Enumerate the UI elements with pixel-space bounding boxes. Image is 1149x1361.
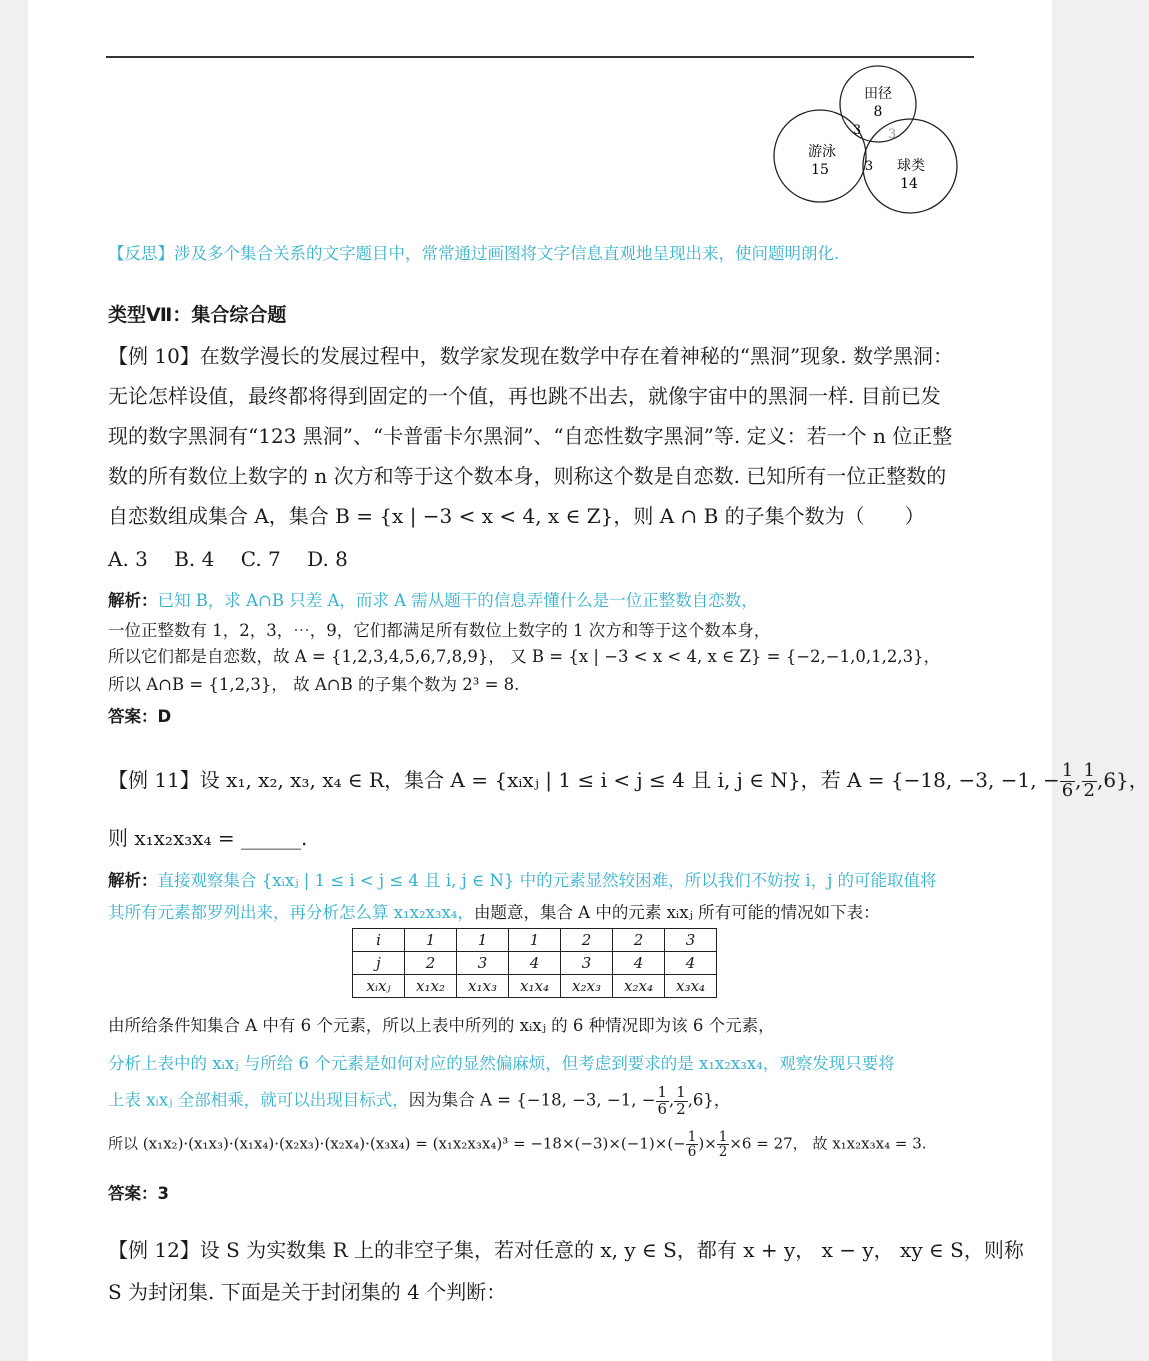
table-cell: 2 — [405, 952, 457, 975]
table-cell: 3 — [457, 952, 509, 975]
venn-label-track: 田径 — [864, 86, 892, 102]
ex11-answer: 答案：3 — [108, 1184, 169, 1203]
table-row — [353, 975, 717, 998]
ex10-line-3: 现的数字黑洞有“123 黑洞”、“卡普雷卡尔黑洞”、“自恋性数字黑洞”等. 定义：若一个 n 位正整 — [108, 424, 953, 448]
ex11-analysis-label: 解析： — [108, 871, 158, 890]
ex10-analysis-line-2: 所以它们都是自恋数，故 A = {1,2,3,4,5,6,7,8,9}， 又 B = {x | −3 < x < 4, x ∈ Z} = {−2,−1,0,1,2,3}， — [108, 647, 941, 666]
ex12-line-1: 【例 12】设 S 为实数集 R 上的非空子集，若对任意的 x, y ∈ S，都有 x + y， x − y， xy ∈ S，则称 — [108, 1238, 1024, 1262]
table-cell: x₃x₄ — [665, 975, 717, 998]
table-cell: 2 — [561, 929, 613, 952]
ex10-answer: 答案：D — [108, 707, 172, 726]
venn-count-swim: 15 — [811, 162, 829, 178]
table-cell: x₁x₂ — [405, 975, 457, 998]
venn-diagram — [768, 66, 968, 226]
ex10-analysis-label: 解析： — [108, 591, 158, 610]
table-cell: 4 — [665, 952, 717, 975]
ex10-line-2: 无论怎样设值，最终都将得到固定的一个值，再也跳不出去，就像宇宙中的黑洞一样. 目前已发 — [108, 384, 941, 408]
table-cell: x₂x₄ — [613, 975, 665, 998]
ex11-after-table: 由所给条件知集合 A 中有 6 个元素，所以上表中所列的 xᵢxⱼ 的 6 种情况即为该 6 个元素， — [108, 1016, 775, 1035]
ex10-analysis-hint: 已知 B，求 A∩B 只差 A，而求 A 需从题干的信息弄懂什么是一位正整数自恋数， — [157, 591, 758, 610]
venn-overlap-swim-ball: 3 — [864, 159, 874, 174]
ex10-analysis-line-3: 所以 A∩B = {1,2,3}， 故 A∩B 的子集个数为 2³ = 8. — [108, 675, 520, 694]
ex11-analysis-text-2: 由题意，集合 A 中的元素 xᵢxⱼ 所有可能的情况如下表： — [473, 903, 880, 922]
fraction-one-sixth: $\frac{1}{6}$ — [657, 1083, 667, 1118]
table-cell: j — [353, 952, 405, 975]
table-cell: 1 — [405, 929, 457, 952]
table-cell: i — [353, 929, 405, 952]
ex11-line-1: 【例 11】设 x₁, x₂, x₃, x₄ ∈ R，集合 A = {xᵢxⱼ | 1 ≤ i < j ≤ 4 且 i, j ∈ N}，若 A = {−18, −3, −1, − $\frac{1}{6}$ , $\frac{1}{2}$ ,6}， — [108, 760, 1149, 801]
table-cell: 1 — [509, 929, 561, 952]
table-cell: x₂x₃ — [561, 975, 613, 998]
fraction-one-half: $\frac{1}{2}$ — [676, 1083, 686, 1118]
ex11-calculation: 所以 (x₁x₂)·(x₁x₃)·(x₁x₄)·(x₂x₃)·(x₂x₄)·(x₃x₄) = (x₁x₂x₃x₄)³ = −18×(−3)×(−1)×(− $\frac{1}{6}$ )× $\frac{1}{2}$ ×6 = 27， 故 x₁x₂x₃x₄ = 3. — [108, 1129, 927, 1161]
ex12-line-2: S 为封闭集. 下面是关于封闭集的 4 个判断： — [108, 1280, 507, 1304]
pair-table — [352, 928, 717, 998]
ex10-analysis-line-1: 一位正整数有 1，2，3，⋯，9，它们都满足所有数位上数字的 1 次方和等于这个数本身， — [108, 621, 771, 640]
venn-count-ball: 14 — [900, 176, 918, 192]
fraction-one-half: $\frac{1}{2}$ — [718, 1129, 728, 1161]
table-cell: 1 — [457, 929, 509, 952]
table-cell: 4 — [509, 952, 561, 975]
table-cell: 2 — [613, 929, 665, 952]
table-cell: 3 — [665, 929, 717, 952]
venn-count-track: 8 — [873, 104, 883, 120]
venn-overlap-track-ball: 3 — [887, 127, 897, 142]
table-row — [353, 952, 717, 975]
ex11-line-1-text: 【例 11】设 x₁, x₂, x₃, x₄ ∈ R，集合 A = {xᵢxⱼ | 1 ≤ i < j ≤ 4 且 i, j ∈ N}，若 A = {−18, −3, −1, − — [108, 767, 1060, 792]
header-rule — [106, 56, 974, 58]
table-cell: 4 — [613, 952, 665, 975]
fraction-one-sixth: $\frac{1}{6}$ — [1061, 760, 1074, 801]
ex11-analysis-hint-3: 分析上表中的 xᵢxⱼ 与所给 6 个元素是如何对应的显然偏麻烦，但考虑到要求的是 x₁x₂x₃x₄，观察发现只要将 — [108, 1054, 895, 1073]
ex10-line-1: 【例 10】在数学漫长的发展过程中，数学家发现在数学中存在着神秘的“黑洞”现象. 数学黑洞： — [108, 344, 953, 368]
fraction-one-sixth: $\frac{1}{6}$ — [687, 1129, 697, 1161]
ex10-options: A. 3 B. 4 C. 7 D. 8 — [108, 547, 348, 571]
ex10-line-4: 数的所有数位上数字的 n 次方和等于这个数本身，则称这个数是自恋数. 已知所有一位正整数的 — [108, 464, 947, 488]
table-cell: x₁x₄ — [509, 975, 561, 998]
document-page — [28, 0, 1149, 1361]
ex11-line-2: 则 x₁x₂x₃x₄ = ______. — [108, 826, 308, 850]
venn-label-swim: 游泳 — [808, 144, 836, 160]
ex11-analysis-hint-1: 直接观察集合 {xᵢxⱼ | 1 ≤ i < j ≤ 4 且 i, j ∈ N} 中的元素显然较困难，所以我们不妨按 i，j 的可能取值将 — [157, 871, 937, 890]
ex11-analysis-hint-2: 其所有元素都罗列出来，再分析怎么算 x₁x₂x₃x₄， — [108, 903, 474, 922]
ex11-analysis-line-4: 上表 xᵢxⱼ 全部相乘，就可以出现目标式，因为集合 A = {−18, −3, −1, − $\frac{1}{6}$ , $\frac{1}{2}$ ,6}， — [108, 1083, 731, 1118]
fraction-one-half: $\frac{1}{2}$ — [1083, 760, 1095, 801]
ex10-line-5: 自恋数组成集合 A，集合 B = {x | −3 < x < 4, x ∈ Z}，则 A ∩ B 的子集个数为（ ） — [108, 504, 925, 528]
reflection-note: 【反思】涉及多个集合关系的文字题目中，常常通过画图将文字信息直观地呈现出来，使问题明朗化. — [108, 244, 840, 263]
venn-overlap-track-swim: 3 — [852, 123, 862, 138]
table-cell: x₁x₃ — [457, 975, 509, 998]
venn-label-ball: 球类 — [897, 158, 925, 174]
section-title: 类型Ⅶ：集合综合题 — [108, 304, 287, 326]
table-cell: xᵢxⱼ — [353, 975, 405, 998]
table-cell: 3 — [561, 952, 613, 975]
table-row — [353, 929, 717, 952]
